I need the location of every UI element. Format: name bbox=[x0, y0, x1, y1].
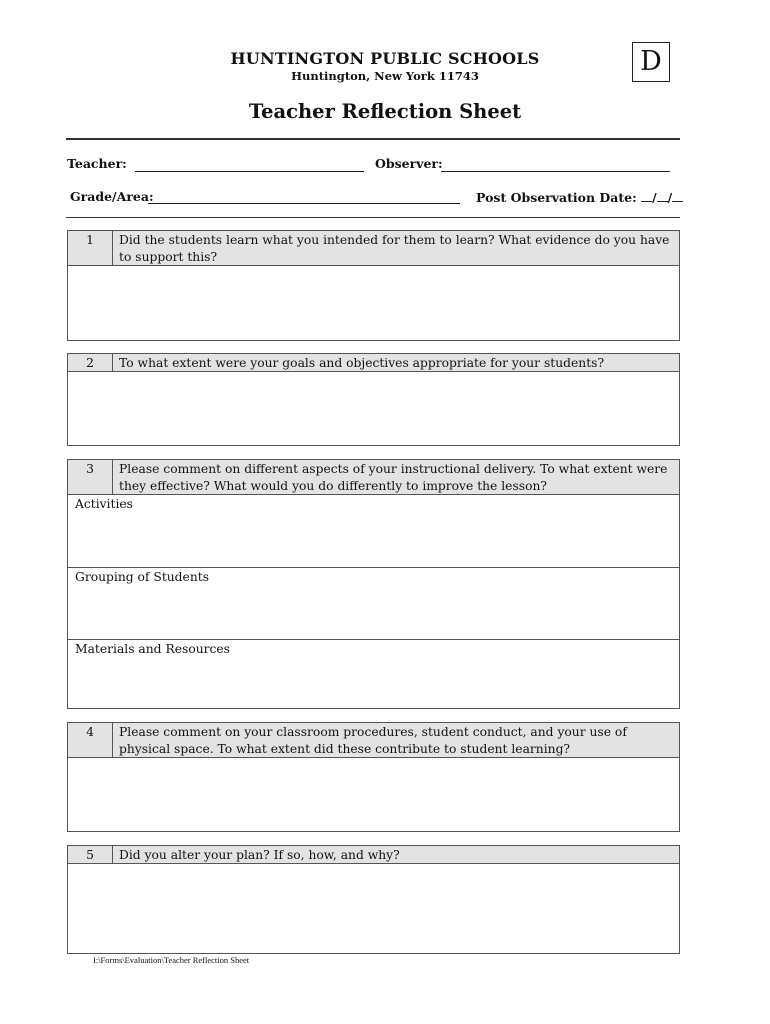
question-3-header bbox=[68, 460, 679, 495]
date-separator: / bbox=[652, 190, 657, 205]
activities-answer-area[interactable] bbox=[68, 495, 679, 568]
question-text: Did the students learn what you intended for them to learn? What evidence do you have to support this? bbox=[119, 233, 670, 264]
observer-label: Observer: bbox=[375, 156, 443, 171]
materials-answer-area[interactable] bbox=[68, 640, 679, 708]
school-name: HUNTINGTON PUBLIC SCHOOLS bbox=[230, 49, 540, 68]
question-text: Did you alter your plan? If so, how, and why? bbox=[119, 848, 400, 862]
question-number: 3 bbox=[68, 460, 113, 494]
question-4-box bbox=[67, 722, 680, 832]
fields-divider bbox=[66, 217, 680, 218]
question-5-box bbox=[67, 845, 680, 954]
question-5-answer-area[interactable] bbox=[68, 864, 679, 953]
observer-field[interactable] bbox=[441, 171, 670, 172]
date-year-field[interactable] bbox=[672, 189, 683, 202]
footer-file-path: I:\Forms\Evaluation\Teacher Reflection Sheet bbox=[93, 955, 250, 965]
materials-label: Materials and Resources bbox=[75, 642, 230, 656]
form-code-badge: D bbox=[632, 42, 670, 82]
activities-label: Activities bbox=[75, 497, 133, 511]
question-number: 5 bbox=[68, 846, 113, 863]
date-day-field[interactable] bbox=[657, 189, 668, 202]
question-number: 2 bbox=[68, 354, 113, 371]
question-1-box bbox=[67, 230, 680, 341]
date-separator: / bbox=[667, 190, 673, 205]
question-2-header bbox=[68, 354, 679, 372]
question-2-box bbox=[67, 353, 680, 446]
question-4-answer-area[interactable] bbox=[68, 758, 679, 831]
date-month-field[interactable] bbox=[641, 189, 652, 202]
question-text: To what extent were your goals and objectives appropriate for your students? bbox=[119, 356, 605, 370]
question-number: 4 bbox=[68, 723, 113, 757]
page-title: Teacher Reflection Sheet bbox=[248, 100, 522, 123]
teacher-field[interactable] bbox=[135, 171, 364, 172]
grouping-label: Grouping of Students bbox=[75, 570, 209, 584]
grade-area-label: Grade/Area: bbox=[70, 189, 154, 204]
teacher-label: Teacher: bbox=[67, 156, 127, 171]
header-divider bbox=[66, 138, 680, 140]
question-text: Please comment on your classroom procedures, student conduct, and your use of physical space. To what extent did these contribute to student learning? bbox=[119, 725, 627, 756]
question-4-header bbox=[68, 723, 679, 758]
grouping-answer-area[interactable] bbox=[68, 568, 679, 640]
question-number: 1 bbox=[68, 231, 113, 265]
question-1-answer-area[interactable] bbox=[68, 266, 679, 340]
question-1-header bbox=[68, 231, 679, 266]
school-address: Huntington, New York 11743 bbox=[291, 69, 479, 83]
question-3-box bbox=[67, 459, 680, 709]
grade-area-field[interactable] bbox=[148, 203, 460, 204]
question-text: Please comment on different aspects of your instructional delivery. To what extent were they effective? What would you do differently to improve the lesson? bbox=[119, 462, 668, 493]
post-observation-date bbox=[476, 189, 683, 205]
post-observation-date-label: Post Observation Date: bbox=[476, 190, 637, 205]
question-5-header bbox=[68, 846, 679, 864]
question-2-answer-area[interactable] bbox=[68, 372, 679, 445]
